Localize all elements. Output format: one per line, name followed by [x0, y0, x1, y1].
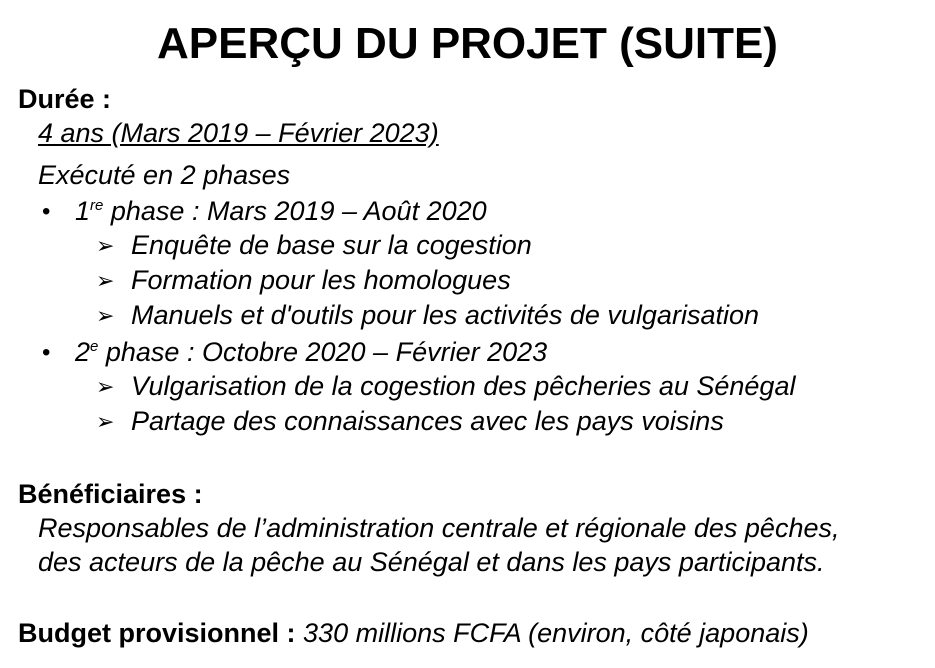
- phase-2-number: 2: [75, 337, 91, 367]
- phase-2-bullet-icon: •: [42, 339, 51, 366]
- beneficiaries-line: des acteurs de la pêche au Sénégal et dans les pays participants.: [38, 547, 825, 577]
- phase-1-bullet-icon: •: [42, 198, 51, 225]
- beneficiaries-label: Bénéficiaires :: [18, 479, 203, 509]
- budget-label: Budget provisionnel :: [18, 618, 296, 648]
- page-title: APERÇU DU PROJET (SUITE): [157, 19, 778, 68]
- phase-2-heading: [75, 335, 547, 369]
- budget-value: 330 millions FCFA (environ, côté japonais): [303, 618, 809, 648]
- phase-1-item: Manuels et d'outils pour les activités de vulgarisation: [131, 300, 759, 330]
- phase-1-item: Formation pour les homologues: [131, 265, 511, 295]
- duration-execution: Exécuté en 2 phases: [38, 160, 291, 190]
- arrow-icon: ➢: [96, 374, 115, 399]
- beneficiaries-line: Responsables de l’administration centrale et régionale des pêches,: [38, 513, 840, 543]
- duration-label: Durée :: [18, 84, 112, 114]
- phase-1-item: Enquête de base sur la cogestion: [131, 230, 532, 260]
- budget-line: [18, 616, 809, 650]
- duration-period: 4 ans (Mars 2019 – Février 2023): [38, 118, 439, 148]
- arrow-icon: ➢: [96, 303, 115, 328]
- phase-1-heading: [75, 194, 487, 228]
- arrow-icon: ➢: [96, 233, 115, 258]
- phase-2-suffix: e: [90, 338, 99, 355]
- phase-1-text: phase : Mars 2019 – Août 2020: [103, 196, 487, 226]
- phase-2-item: Partage des connaissances avec les pays voisins: [131, 406, 724, 436]
- phase-2-item: Vulgarisation de la cogestion des pêcheries au Sénégal: [131, 371, 796, 401]
- phase-2-text: phase : Octobre 2020 – Février 2023: [98, 337, 548, 367]
- phase-1-number: 1: [75, 196, 91, 226]
- arrow-icon: ➢: [96, 409, 115, 434]
- arrow-icon: ➢: [96, 268, 115, 293]
- phase-1-suffix: re: [90, 197, 104, 214]
